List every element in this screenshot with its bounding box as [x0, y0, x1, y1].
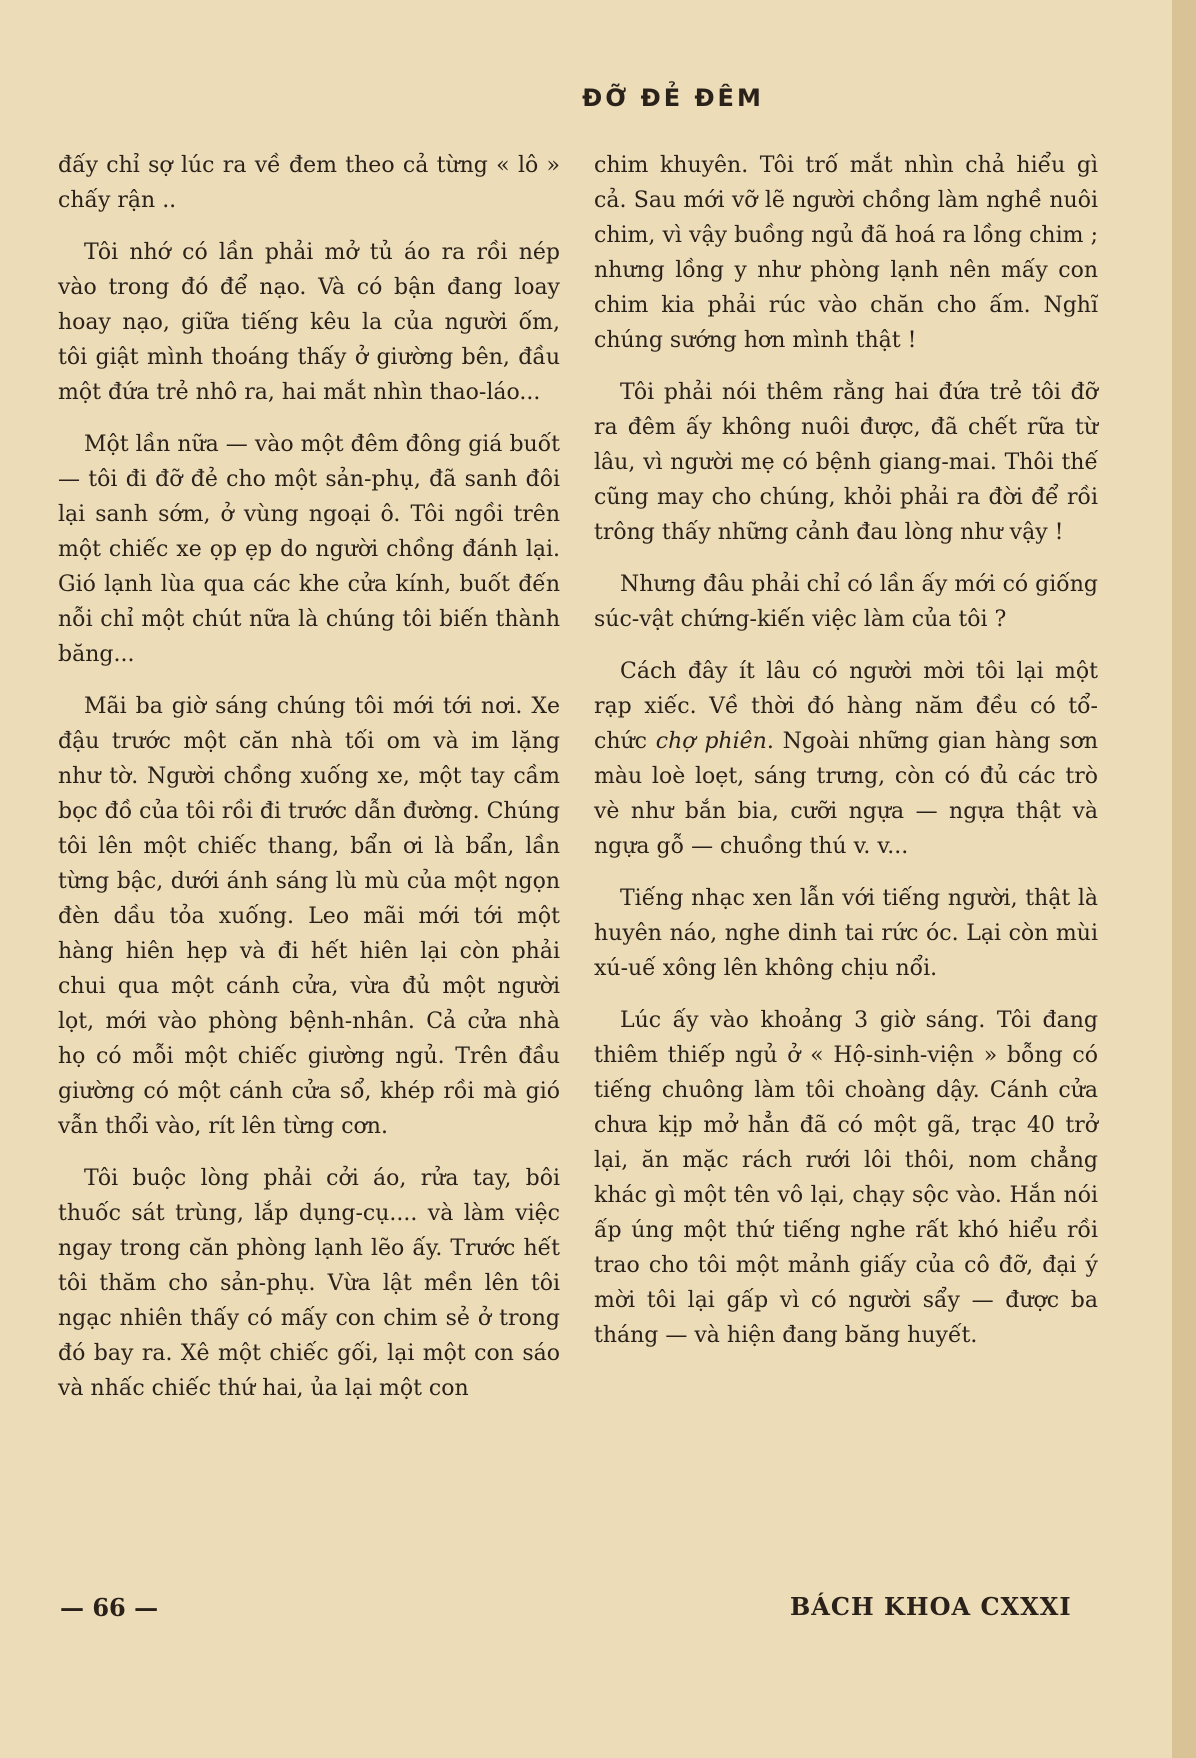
text-span: Cách đây ít lâu có người mời tôi lại một rạp xiếc. Về thời đó hàng năm đều có tổ-chức — [594, 659, 1098, 754]
paragraph — [594, 654, 1098, 864]
paragraph: Tôi phải nói thêm rằng hai đứa trẻ tôi đỡ ra đêm ấy không nuôi được, đã chết rữa từ lâu, vì người mẹ có bệnh giang-mai. Thôi thế cũng may cho chúng, khỏi phải ra đời để rồi trông thấy những cảnh đau lòng như vậy ! — [594, 380, 1098, 545]
paragraph: Nhưng đâu phải chỉ có lần ấy mới có giống súc-vật chứng-kiến việc làm của tôi ? — [594, 572, 1098, 632]
paragraph: Tôi nhớ có lần phải mở tủ áo ra rồi nép vào trong đó để nạo. Và có bận đang loay hoay nạo, giữa tiếng kêu la của người ốm, tôi giật mình thoáng thấy ở giường bên, đầu một đứa trẻ nhô ra, hai mắt nhìn thao-láo... — [58, 240, 560, 405]
paragraph: Tiếng nhạc xen lẫn với tiếng người, thật là huyên náo, nghe dinh tai rức óc. Lại còn mùi xú-uế xông lên không chịu nổi. — [594, 886, 1098, 981]
emphasis-text: chợ phiên — [655, 729, 767, 754]
paragraph: chim khuyên. Tôi trố mắt nhìn chả hiểu gì cả. Sau mới vỡ lẽ người chồng làm nghề nuôi chim, vì vậy buồng ngủ đã hoá ra lồng chim ; nhưng lồng y như phòng lạnh nên mấy con chim kia phải rúc vào chăn cho ấm. Nghĩ chúng sướng hơn mình thật ! — [594, 153, 1098, 353]
right-column — [594, 148, 1098, 1370]
page-title: ĐỠ ĐẺ ĐÊM — [582, 84, 764, 112]
text-span: . Ngoài những gian hàng sơn màu loè loẹt, sáng trưng, còn có đủ các trò vè như bắn bia, cưỡi ngựa — ngựa thật và ngựa gỗ — chuồng thú v. v... — [594, 729, 1098, 859]
paragraph: Mãi ba giờ sáng chúng tôi mới tới nơi. Xe đậu trước một căn nhà tối om và im lặng như tờ. Người chồng xuống xe, một tay cầm bọc đồ của tôi rồi đi trước dẫn đường. Chúng tôi lên một chiếc thang, bẩn ơi là bẩn, lần từng bậc, dưới ánh sáng lù mù của một ngọn đèn dầu tỏa xuống. Leo mãi mới tới một hàng hiên hẹp và đi hết hiên lại còn phải chui qua một cánh cửa, vừa đủ một người lọt, mới vào phòng bệnh-nhân. Cả cửa nhà họ có mỗi một chiếc giường ngủ. Trên đầu giường có một cánh cửa sổ, khép rồi mà gió vẫn thổi vào, rít lên từng cơn. — [58, 694, 560, 1139]
paragraph: đấy chỉ sợ lúc ra về đem theo cả từng « lô » chấy rận .. — [58, 153, 560, 213]
paragraph: Lúc ấy vào khoảng 3 giờ sáng. Tôi đang thiêm thiếp ngủ ở « Hộ-sinh-viện » bỗng có tiếng chuông làm tôi choàng dậy. Cánh cửa chưa kịp mở hẳn đã có một gã, trạc 40 trở lại, ăn mặc rách rưới lôi thôi, nom chẳng khác gì một tên vô lại, chạy sộc vào. Hắn nói ấp úng một thứ tiếng nghe rất khó hiểu rồi trao cho tôi một mảnh giấy của cô đỡ, đại ý mời tôi lại gấp vì có người sẩy — được ba tháng — và hiện đang băng huyết. — [594, 1008, 1098, 1348]
left-column — [58, 148, 560, 1423]
magazine-name: BÁCH KHOA CXXXI — [790, 1592, 1072, 1621]
paragraph: Tôi buộc lòng phải cởi áo, rửa tay, bôi thuốc sát trùng, lắp dụng-cụ.... và làm việc ngay trong căn phòng lạnh lẽo ấy. Trước hết tôi thăm cho sản-phụ. Vừa lật mền lên tôi ngạc nhiên thấy có mấy con chim sẻ ở trong đó bay ra. Xê một chiếc gối, lại một con sáo và nhấc chiếc thứ hai, ủa lại một con — [58, 1166, 560, 1401]
paragraph: Một lần nữa — vào một đêm đông giá buốt — tôi đi đỡ đẻ cho một sản-phụ, đã sanh đôi lại sanh sớm, ở vùng ngoại ô. Tôi ngồi trên một chiếc xe ọp ẹp do người chồng đánh lại. Gió lạnh lùa qua các khe cửa kính, buốt đến nỗi chỉ một chút nữa là chúng tôi biến thành băng... — [58, 432, 560, 667]
page-number: — 66 — — [60, 1593, 159, 1622]
